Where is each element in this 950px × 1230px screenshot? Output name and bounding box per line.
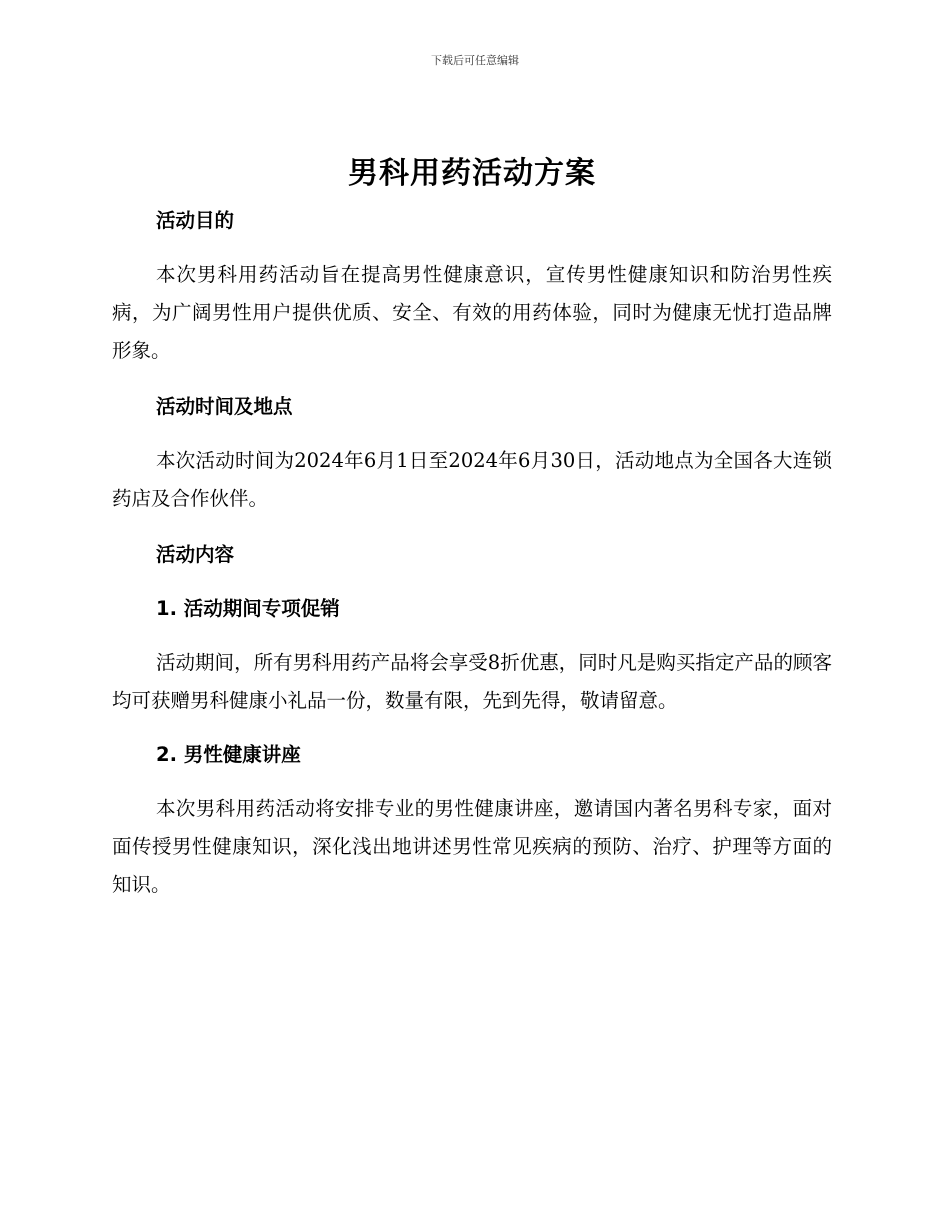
section-heading-promotion: 1. 活动期间专项促销 xyxy=(156,597,340,620)
section-heading-time-location: 活动时间及地点 xyxy=(156,395,293,418)
document-body xyxy=(112,148,832,904)
section-heading-content: 活动内容 xyxy=(156,543,235,566)
section-paragraph-purpose: 本次男科用药活动旨在提高男性健康意识，宣传男性健康知识和防治男性疾病，为广阔男性用户提供优质、安全、有效的用药体验，同时为健康无忧打造品牌形象。 xyxy=(112,263,832,362)
section-paragraph-time-location: 本次活动时间为2024年6月1日至2024年6月30日，活动地点为全国各大连锁药店及合作伙伴。 xyxy=(112,449,832,510)
section-heading-lecture: 2. 男性健康讲座 xyxy=(156,743,301,766)
header-note: 下载后可任意编辑 xyxy=(431,54,519,67)
section-paragraph-lecture: 本次男科用药活动将安排专业的男性健康讲座，邀请国内著名男科专家，面对面传授男性健康知识，深化浅出地讲述男性常见疾病的预防、治疗、护理等方面的知识。 xyxy=(112,797,832,896)
document-title: 男科用药活动方案 xyxy=(348,156,596,191)
section-paragraph-promotion: 活动期间，所有男科用药产品将会享受8折优惠，同时凡是购买指定产品的顾客均可获赠男科健康小礼品一份，数量有限，先到先得，敬请留意。 xyxy=(112,651,832,712)
section-heading-purpose: 活动目的 xyxy=(156,209,235,232)
